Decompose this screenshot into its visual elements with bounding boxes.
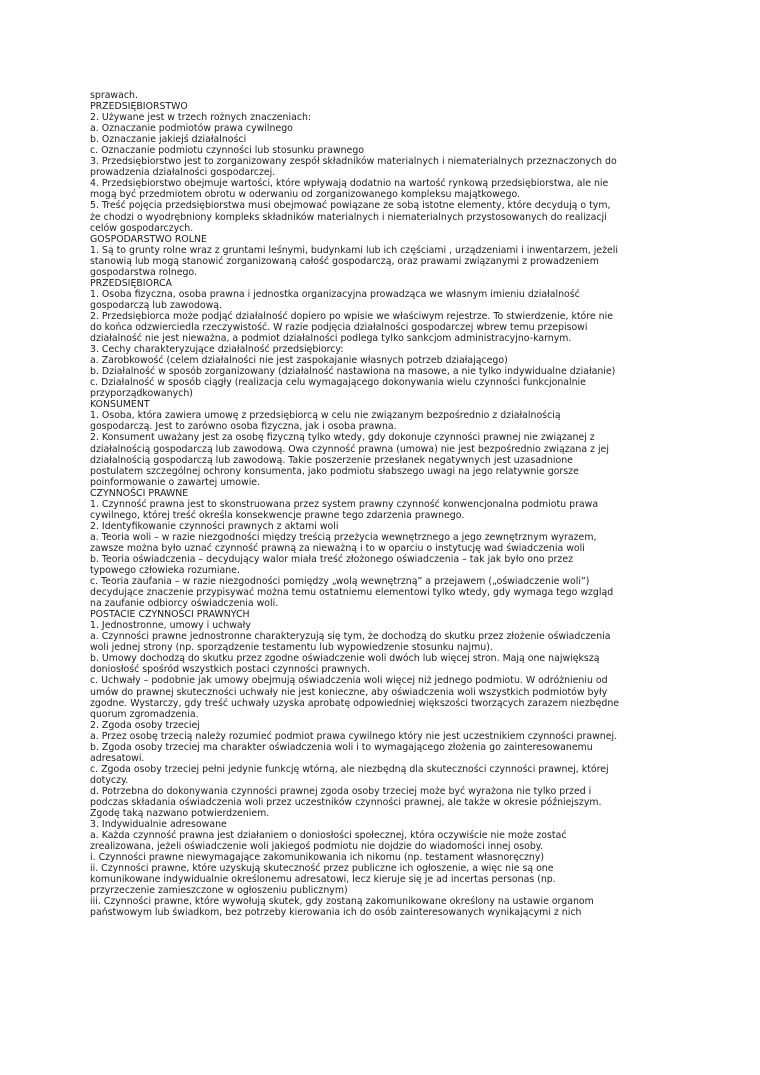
text-line: 5. Treść pojęcia przedsiębiorstwa musi obejmować powiązane ze sobą istotne elementy, które decydują o tym, [90,200,611,212]
text-line: na zaufanie odbiorcy oświadczenia woli. [90,598,279,610]
text-line: a. Każda czynność prawna jest działaniem o doniosłości społecznej, która oczywiście nie może zostać [90,830,567,842]
text-line: a. Teoria woli – w razie niezgodności między treścią przeżycia wewnętrznego a jego zewnętrznym wyrazem, [90,531,597,543]
text-line: że chodzi o wyodrębniony kompleks składników materialnych i niematerialnych przystosowanych do realizacji [90,211,607,223]
text-line: działalność nie jest nieważna, a podmiot działalności podlega tylko sankcjom administracyjno-karnym. [90,333,572,345]
text-line: a. Czynności prawne jednostronne charakteryzują się tym, że dochodzą do skutku przez złożenie oświadczenia [90,631,611,643]
text-line: b. Oznaczanie jakiejś działalności [90,134,247,146]
text-line: c. Teoria zaufania – w razie niezgodności pomiędzy „wolą wewnętrzną” a przejawem („oświadczenie woli”) [90,576,590,588]
text-line: a. Zarobkowość (celem działalności nie jest zaspokajanie własnych potrzeb działającego) [90,355,508,367]
text-line: c. Działalność w sposób ciągły (realizacja celu wymagającego dokonywania wielu czynności funkcjonalnie [90,377,586,389]
text-line: gospodarczą lub zawodową. [90,299,223,311]
text-line: mogą być przedmiotem obrotu w oderwaniu od zorganizowanego kompleksu majątkowego. [90,189,521,201]
text-line: dotyczy. [90,774,129,786]
text-line: poinformowanie o zawartej umowie. [90,476,261,488]
text-line: 2. Konsument uważany jest za osobę fizyczną tylko wtedy, gdy dokonuje czynności prawnej nie związanej z [90,432,595,444]
text-line: 2. Używane jest w trzech rożnych znaczeniach: [90,112,312,124]
text-line: gospodarstwa rolnego. [90,266,197,278]
text-line: 1. Czynność prawna jest to skonstruowana przez system prawny czynność konwencjonalna podmiotu prawa [90,498,599,510]
text-line: 1. Osoba fizyczna, osoba prawna i jednostka organizacyjna prowadząca we własnym imieniu działalność [90,288,580,300]
text-line: sprawach. [90,90,138,101]
text-line: c. Uchwały – podobnie jak umowy obejmują oświadczenia woli więcej niż jednego podmiotu. W odróżnieniu od [90,675,608,687]
text-line: działalnością gospodarczą lub zawodową. Owa czynność prawna (umowa) nie jest bezpośrednio związana z jej [90,443,609,455]
text-line: Zgodę taką nazwano potwierdzeniem. [90,808,270,820]
text-line: podczas składania oświadczenia woli przez uczestników czynności prawnej, ale także w okresie późniejszym. [90,797,602,808]
text-line: do końca odzwierciedla rzeczywistość. W razie podjęcia działalności gospodarczej wbrew temu przepisowi [90,321,588,333]
text-line: przyporządkowanych) [90,388,193,400]
text-line: woli jednej strony (np. sporządzenie testamentu lub wypowiedzenie stosunku najmu). [90,642,493,654]
text-line: b. Teoria oświadczenia – decydujący walor miała treść złożonego oświadczenia – tak jak było ono przez [90,553,574,565]
text-line: umów do prawnej skuteczności uchwały nie jest konieczne, aby oświadczenia woli wszystkich podmiotów były [90,686,608,698]
text-line: adresatowi. [90,752,145,764]
text-line: quorum zgromadzenia. [90,708,199,720]
text-line: postulatem szczególnej ochrony konsumenta, jako podmiotu słabszego uwagi na jego relatywnie gorsze [90,465,579,477]
text-line: gospodarczą. Jest to zarówno osoba fizyczna, jak i osoba prawna. [90,421,397,433]
text-line: PRZEDSIĘBIORSTWO [90,101,188,113]
text-line: przyrzeczenie zamieszczone w ogłoszeniu publicznym) [90,885,348,897]
text-line: zrealizowana, jeżeli oświadczenie woli jakiegoś podmiotu nie dojdzie do wiadomości innej osoby. [90,841,543,853]
text-line: 3. Indywidualnie adresowane [90,819,227,831]
text-line: działalnością gospodarczą lub zawodową. Takie poszerzenie przesłanek negatywnych jest uzasadnione [90,454,573,466]
text-line: a. Oznaczanie podmiotów prawa cywilnego [90,123,293,135]
text-line: 2. Identyfikowanie czynności prawnych z aktami woli [90,520,339,532]
text-line: KONSUMENT [90,399,150,411]
document-page [90,90,680,919]
text-line: b. Zgoda osoby trzeciej ma charakter oświadczenia woli i to wymagającego złożenia go zainteresowanemu [90,741,593,753]
text-line: b. Działalność w sposób zorganizowany (działalność nastawiona na masowe, a nie tylko indywidualne działanie) [90,366,616,378]
text-line: doniosłość spośród wszystkich postaci czynności prawnych. [90,664,371,676]
text-line: 1. Osoba, która zawiera umowę z przedsiębiorcą w celu nie związanym bezpośrednio z działalnością [90,410,561,422]
text-line: 1. Są to grunty rolne wraz z gruntami leśnymi, budynkami lub ich częściami , urządzeniami i inwentarzem, jeżeli [90,244,618,256]
text-line: a. Przez osobę trzecią należy rozumieć podmiot prawa cywilnego który nie jest uczestnikiem czynności prawnej. [90,730,618,742]
text-line: prowadzenia działalności gospodarczej. [90,167,276,179]
text-line: stanowią lub mogą stanowić zorganizowaną całość gospodarczą, oraz prawami związanymi z prowadzeniem [90,255,599,267]
text-line: b. Umowy dochodzą do skutku przez zgodne oświadczenie woli dwóch lub więcej stron. Mają one największą [90,653,600,665]
text-line: państwowym lub świadkom, bez potrzeby kierowania ich do osób zainteresowanych wynikającymi z nich [90,907,582,919]
text-line: 4. Przedsiębiorstwo obejmuje wartości, które wpływają dodatnio na wartość rynkową przedsiębiorstwa, ale nie [90,178,609,190]
text-line: zgodne. Wystarczy, gdy treść uchwały uzyska aprobatę odpowiedniej większości tworzących zarazem niezbędne [90,697,620,709]
text-line: PRZEDSIĘBIORCA [90,277,172,289]
text-line: GOSPODARSTWO ROLNE [90,233,207,245]
text-line: d. Potrzebna do dokonywania czynności prawnej zgoda osoby trzeciej może być wyrażona nie tylko przed i [90,785,592,797]
text-line: c. Zgoda osoby trzeciej pełni jedynie funkcję wtórną, ale niezbędną dla skuteczności czynności prawnej, której [90,763,609,775]
text-line: c. Oznaczanie podmiotu czynności lub stosunku prawnego [90,145,365,157]
text-line: typowego człowieka rozumiane. [90,565,240,577]
text-line: cywilnego, której treść określa konsekwencje prawne tego zdarzenia prawnego. [90,509,465,521]
text-line: POSTACIE CZYNNOŚCI PRAWNYCH [90,609,250,621]
text-line: celów gospodarczych. [90,222,194,234]
text-line: i. Czynności prawne niewymagające zakomunikowania ich nikomu (np. testament własnoręczny) [90,852,545,864]
text-line: 2. Przedsiębiorca może podjąć działalność dopiero po wpisie we właściwym rejestrze. To stwierdzenie, które nie [90,310,613,322]
text-line: 1. Jednostronne, umowy i uchwały [90,620,251,632]
text-line: ii. Czynności prawne, które uzyskują skuteczność przez publiczne ich ogłoszenie, a więc nie są one [90,863,554,875]
text-line: 2. Zgoda osoby trzeciej [90,719,200,731]
text-line: decydujące znaczenie przypisywać można temu ostatniemu elementowi tylko wtedy, gdy wymaga tego wzgląd [90,587,614,599]
text-line: zawsze można było uznać czynność prawną za nieważną i to w oparciu o instytucję wad świadczenia woli [90,542,585,554]
text-line: komunikowane indywidualnie określonemu adresatowi, lecz kieruje się je ad incertas personas (np. [90,874,556,886]
text-line: 3. Cechy charakteryzujące działalność przedsiębiorcy: [90,344,344,356]
text-line: 3. Przedsiębiorstwo jest to zorganizowany zespół składników materialnych i niematerialnych przeznaczonych do [90,156,617,168]
text-line: iii. Czynności prawne, które wywołują skutek, gdy zostaną zakomunikowane określony na ustawie organom [90,896,594,908]
text-line: CZYNNOŚCI PRAWNE [90,487,189,499]
